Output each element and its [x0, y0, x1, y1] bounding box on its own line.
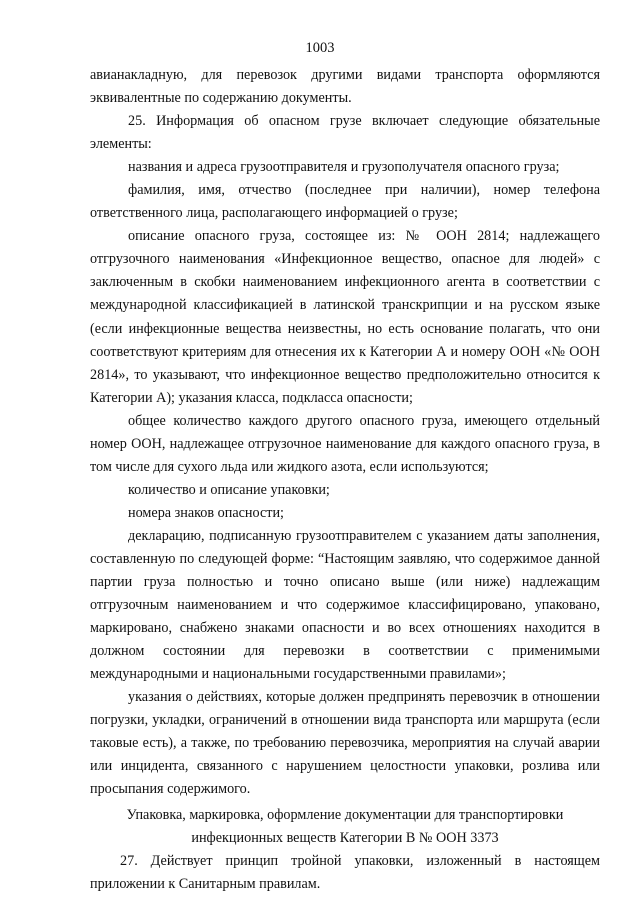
paragraph-item-25: 25. Информация об опасном грузе включает следующие обязательные элементы:	[90, 113, 600, 153]
paragraph-responsible-person: фамилия, имя, отчество (последнее при наличии), номер телефона ответственного лица, располагающего информацией о грузе;	[90, 182, 600, 222]
section-heading	[90, 804, 600, 850]
document-body	[90, 64, 600, 896]
paragraph-total-quantity: общее количество каждого другого опасного груза, имеющего отдельный номер ООН, надлежащее отгрузочное наименование для каждого опасного груза, в том числе для сухого льда или жидкого азота, если используются;	[90, 412, 600, 475]
paragraph-item-27: 27. Действует принцип тройной упаковки, изложенный в настоящем приложении к Санитарным правилам.	[90, 852, 600, 892]
paragraph-declaration: декларацию, подписанную грузоотправителем с указанием даты заполнения, составленную по следующей форме: “Настоящим заявляю, что содержимое данной партии груза полностью и точно описано выше (или ниже) надлежащим отгрузочным наименованием и что содержимое классифицировано, упаковано, маркировано, снабжено знаками опасности и во всех отношениях находится в должном состоянии для перевозки в соответствии с применимыми международными и национальными государственными правилами»;	[90, 527, 600, 683]
paragraph-carrier-instructions: указания о действиях, которые должен предпринять перевозчик в отношении погрузки, укладки, ограничений в отношении вида транспорта или маршрута (если таковые есть), а также, по требованию перевозчика, мероприятия на случай аварии или инцидента, связанного с нарушением целостности упаковки, розлива или просыпания содержимого.	[90, 689, 600, 798]
paragraph-shipper-consignee: названия и адреса грузоотправителя и грузополучателя опасного груза;	[128, 159, 560, 176]
page-number: 1003	[305, 40, 335, 56]
paragraph-waybill-continuation: авианакладную, для перевозок другими видами транспорта оформляются эквивалентные по содержанию документы.	[90, 67, 600, 107]
paragraph-cargo-description: описание опасного груза, состоящее из: № ООН 2814; надлежащего отгрузочного наименования «Инфекционное вещество, опасное для людей» с заключенным в скобки наименованием инфекционного агента в соответствии с международной классификацией в латинской транскрипции и на русском языке (если инфекционные вещества неизвестны, но есть основание полагать, что они соответствуют критериям для отнесения их к Категории А и номеру ООН «№ ООН 2814», то указывают, что инфекционное вещество предположительно относится к Категории А); указания класса, подкласса опасности;	[90, 228, 600, 406]
paragraph-packaging: количество и описание упаковки;	[128, 481, 330, 498]
paragraph-hazard-labels: номера знаков опасности;	[128, 504, 284, 521]
section-heading-line-1: Упаковка, маркировка, оформление документации для транспортировки	[126, 806, 564, 823]
section-heading-line-2: инфекционных веществ Категории В № ООН 3373	[191, 829, 499, 846]
